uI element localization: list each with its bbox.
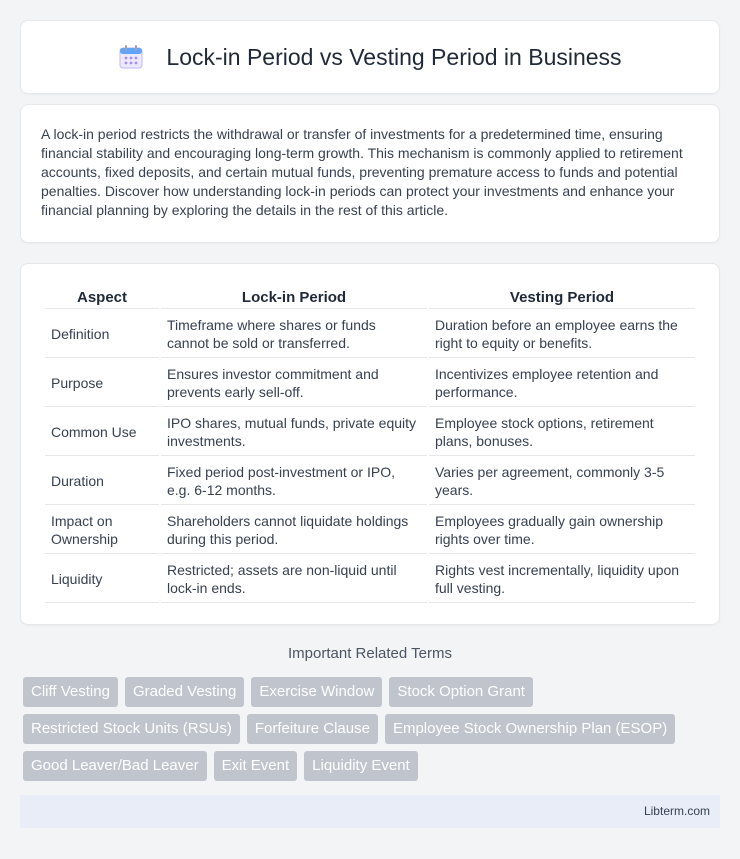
intro-card	[20, 104, 720, 243]
table-cell-vesting: Varies per agreement, commonly 3-5 years.	[429, 458, 695, 505]
table-row	[45, 458, 695, 505]
table-cell-vesting: Rights vest incrementally, liquidity upon full vesting.	[429, 556, 695, 603]
table-cell-lock-in: Restricted; assets are non-liquid until lock-in ends.	[161, 556, 427, 603]
table-cell-lock-in: Fixed period post-investment or IPO, e.g. 6-12 months.	[161, 458, 427, 505]
related-term-tag[interactable]: Restricted Stock Units (RSUs)	[23, 714, 240, 744]
table-cell-aspect: Duration	[45, 458, 159, 505]
table-cell-aspect: Purpose	[45, 360, 159, 407]
header-vesting: Vesting Period	[429, 286, 695, 309]
table-cell-aspect: Impact on Ownership	[45, 507, 159, 554]
comparison-table	[43, 284, 697, 605]
table-cell-vesting: Employee stock options, retirement plans, bonuses.	[429, 409, 695, 456]
table-header-row	[45, 286, 695, 309]
related-terms-list	[23, 677, 713, 788]
table-row	[45, 360, 695, 407]
comparison-card	[20, 263, 720, 625]
related-term-tag[interactable]: Good Leaver/Bad Leaver	[23, 751, 207, 781]
table-cell-vesting: Employees gradually gain ownership rights over time.	[429, 507, 695, 554]
table-cell-lock-in: Ensures investor commitment and prevents early sell-off.	[161, 360, 427, 407]
table-cell-aspect: Common Use	[45, 409, 159, 456]
table-row	[45, 311, 695, 358]
footer	[20, 795, 720, 828]
table-row	[45, 556, 695, 603]
related-term-tag[interactable]: Exit Event	[214, 751, 298, 781]
related-term-tag[interactable]: Exercise Window	[251, 677, 382, 707]
related-term-tag[interactable]: Stock Option Grant	[389, 677, 533, 707]
header-aspect: Aspect	[45, 286, 159, 309]
header-lock-in: Lock-in Period	[161, 286, 427, 309]
table-cell-lock-in: Timeframe where shares or funds cannot be sold or transferred.	[161, 311, 427, 358]
related-term-tag[interactable]: Employee Stock Ownership Plan (ESOP)	[385, 714, 675, 744]
table-cell-lock-in: IPO shares, mutual funds, private equity investments.	[161, 409, 427, 456]
related-term-tag[interactable]: Liquidity Event	[304, 751, 418, 781]
related-term-tag[interactable]: Cliff Vesting	[23, 677, 118, 707]
table-cell-vesting: Duration before an employee earns the right to equity or benefits.	[429, 311, 695, 358]
intro-paragraph: A lock-in period restricts the withdrawal or transfer of investments for a predetermined time, ensuring financial stability and encouraging long-term growth. This mechanism is commonly applied to retirement accounts, fixed deposits, and certain mutual funds, preventing premature access to funds and potential penalties. Discover how understanding lock-in periods can protect your investments and enhance your financial planning by exploring the details in the rest of this article.	[41, 126, 683, 218]
related-terms-title: Important Related Terms	[288, 645, 452, 662]
related-term-tag[interactable]: Graded Vesting	[125, 677, 244, 707]
table-cell-aspect: Definition	[45, 311, 159, 358]
table-cell-aspect: Liquidity	[45, 556, 159, 603]
title-card	[20, 20, 720, 94]
table-row	[45, 409, 695, 456]
page-title: Lock-in Period vs Vesting Period in Business	[166, 43, 622, 70]
table-row	[45, 507, 695, 554]
related-term-tag[interactable]: Forfeiture Clause	[247, 714, 378, 744]
calendar-icon	[118, 44, 144, 70]
table-cell-lock-in: Shareholders cannot liquidate holdings during this period.	[161, 507, 427, 554]
table-cell-vesting: Incentivizes employee retention and performance.	[429, 360, 695, 407]
footer-brand-link[interactable]: Libterm.com	[643, 804, 710, 818]
